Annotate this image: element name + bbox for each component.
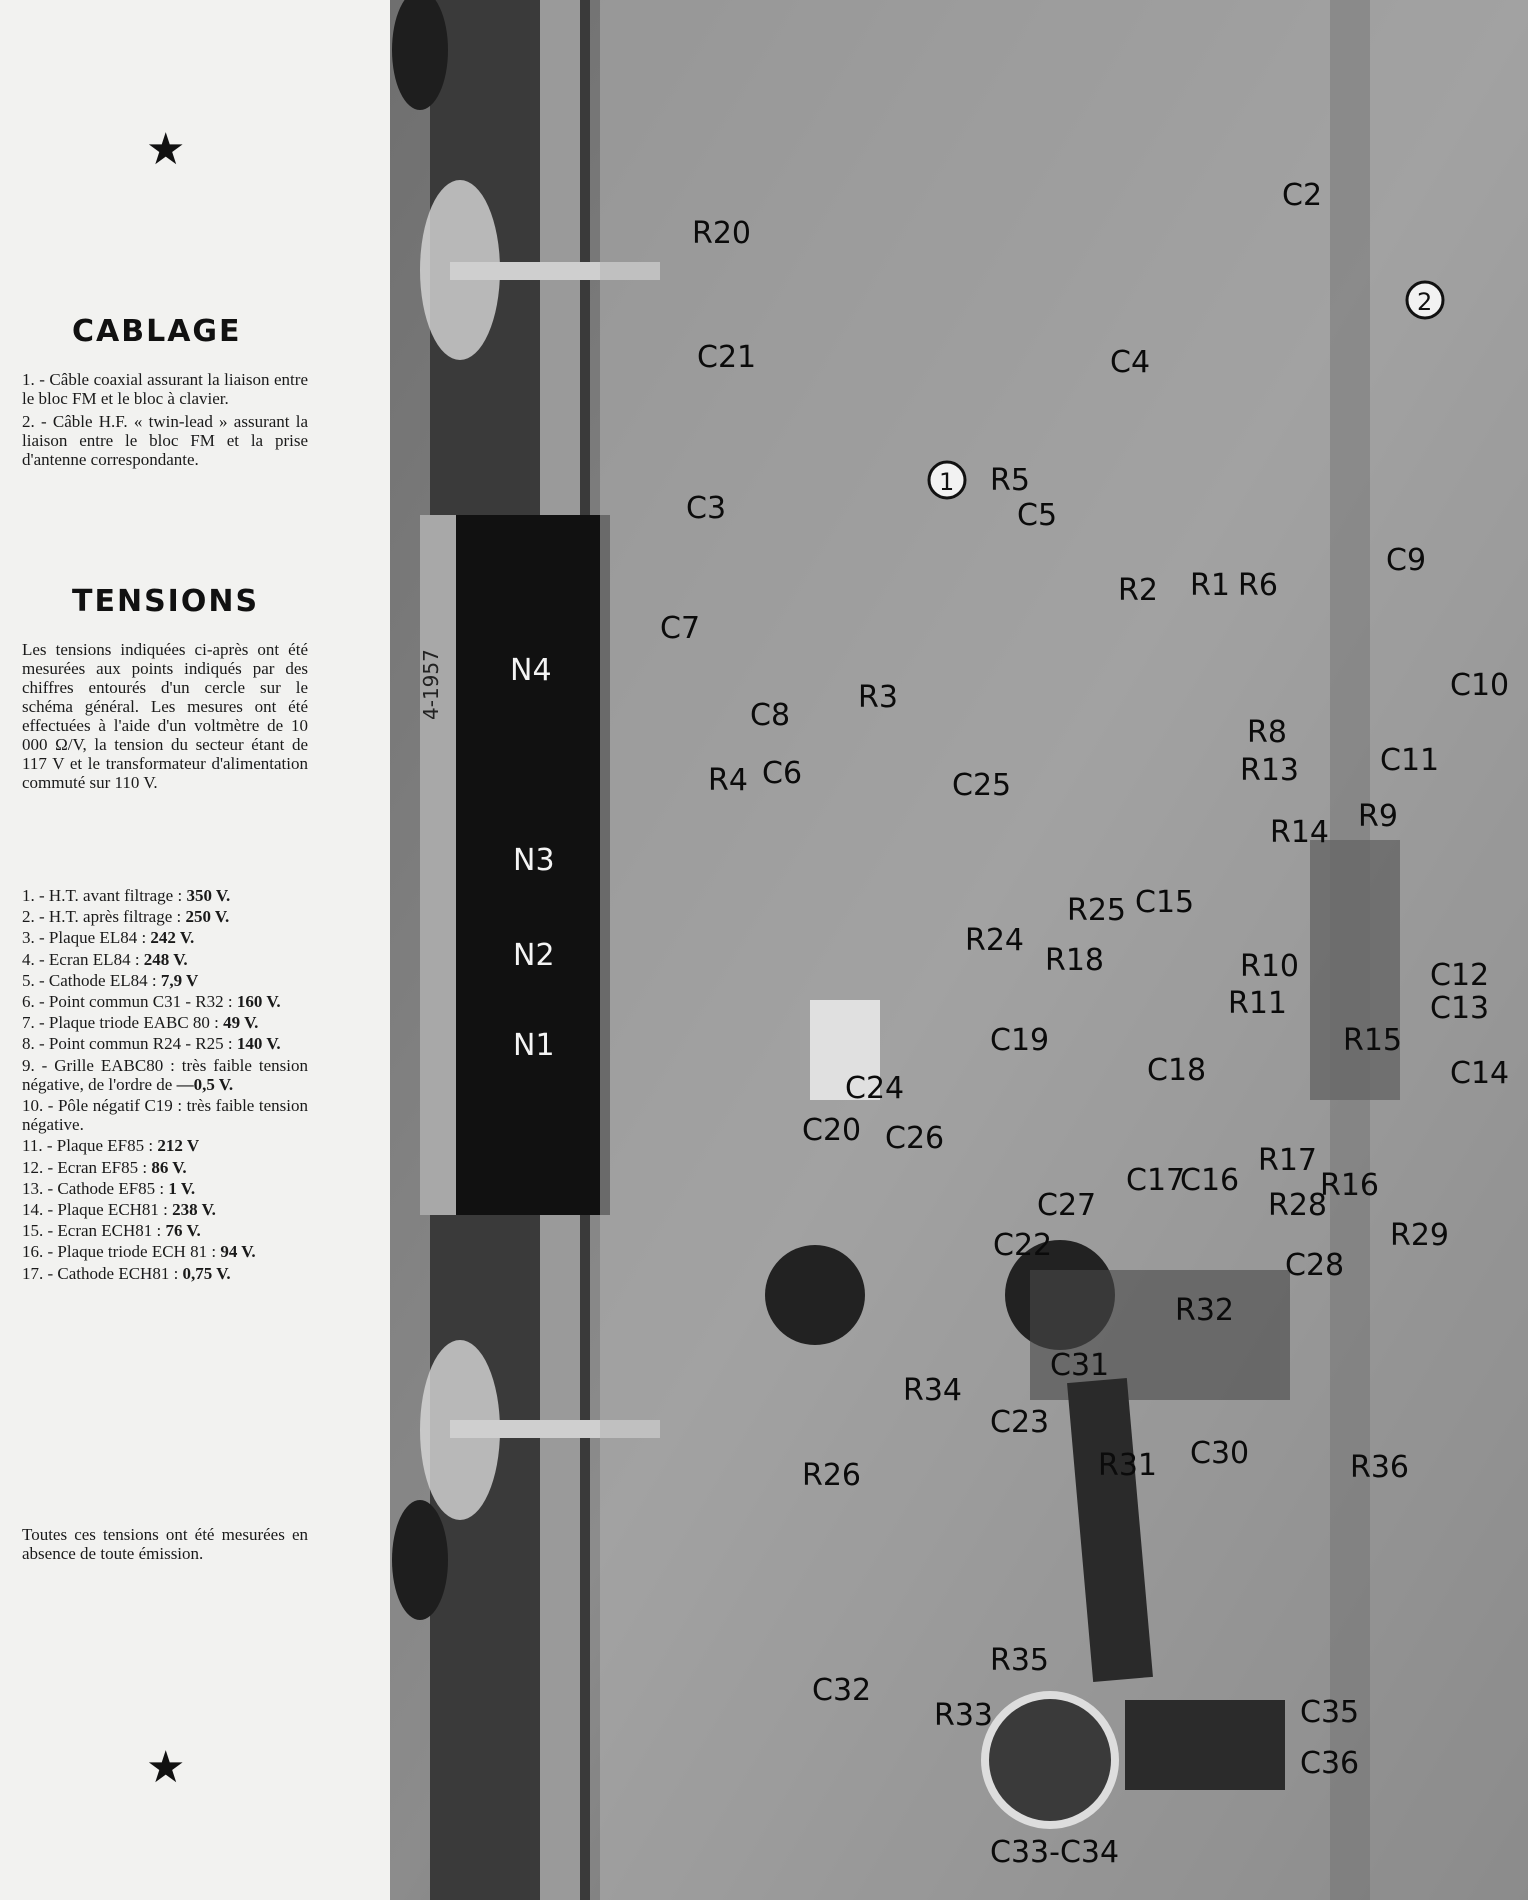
label-c35: C35: [1300, 1695, 1360, 1730]
label-n3: N3: [513, 843, 555, 878]
tension-item: 3. - Plaque EL84 : 242 V.: [22, 928, 195, 948]
tensions-heading: TENSIONS: [72, 584, 260, 619]
label-c5: C5: [1017, 498, 1058, 533]
chassis-illustration: [390, 0, 1528, 1900]
label-c6: C6: [762, 756, 803, 791]
label-r31: R31: [1098, 1448, 1158, 1483]
label-r33: R33: [934, 1698, 994, 1733]
label-c8: C8: [750, 698, 791, 733]
label-c26: C26: [885, 1121, 945, 1156]
label-c17: C17: [1126, 1163, 1186, 1198]
label-r29: R29: [1390, 1218, 1450, 1253]
label-r1: R1: [1190, 568, 1230, 603]
label-r9: R9: [1358, 799, 1398, 834]
label-c24: C24: [845, 1071, 905, 1106]
label-c4: C4: [1110, 345, 1151, 380]
label-c25: C25: [952, 768, 1012, 803]
star-ornament-bottom: ★: [146, 1742, 186, 1793]
label-c32: C32: [812, 1673, 872, 1708]
label-r4: R4: [708, 763, 748, 798]
point-2-label: 2: [1417, 288, 1433, 316]
tension-item: 16. - Plaque triode ECH 81 : 94 V.: [22, 1242, 256, 1262]
knob-dark-bottom: [392, 1500, 448, 1620]
tension-item: 9. - Grille EABC80 : très faible tension négative, de l'ordre de —0,5 V.: [22, 1055, 308, 1094]
tension-item: 5. - Cathode EL84 : 7,9 V: [22, 970, 199, 990]
label-c10: C10: [1450, 668, 1510, 703]
label-n2: N2: [513, 938, 555, 973]
tensions-list: [22, 886, 308, 1285]
tension-item: 1. - H.T. avant filtrage : 350 V.: [22, 886, 231, 905]
tension-item: 8. - Point commun R24 - R25 : 140 V.: [22, 1034, 281, 1054]
tension-item: 6. - Point commun C31 - R32 : 160 V.: [22, 992, 281, 1012]
label-c3: C3: [686, 491, 727, 526]
label-r10: R10: [1240, 949, 1300, 984]
label-n1: N1: [513, 1028, 555, 1063]
label-r11: R11: [1228, 986, 1288, 1021]
label-c20: C20: [802, 1113, 862, 1148]
label-c27: C27: [1037, 1188, 1097, 1223]
keyboard-side: [420, 515, 456, 1215]
label-c36: C36: [1300, 1746, 1360, 1781]
label-r28: R28: [1268, 1188, 1328, 1223]
label-r16: R16: [1320, 1168, 1380, 1203]
label-r25: R25: [1067, 893, 1127, 928]
label-c31: C31: [1050, 1348, 1110, 1383]
tensions-footnote: Toutes ces tensions ont été mesurées en absence de toute émission.: [22, 1525, 308, 1563]
label-c14: C14: [1450, 1056, 1510, 1091]
label-r36: R36: [1350, 1450, 1410, 1485]
cablage-item-2: 2. - Câble H.F. « twin-lead » assurant la liaison entre le bloc FM et la prise d'antenne correspondante.: [22, 412, 308, 469]
label-r17: R17: [1258, 1143, 1318, 1178]
label-r6: R6: [1238, 568, 1278, 603]
label-c21: C21: [697, 340, 757, 375]
label-c7: C7: [660, 611, 701, 646]
label-c12: C12: [1430, 958, 1490, 993]
label-c16: C16: [1180, 1163, 1240, 1198]
tension-item: 15. - Ecran ECH81 : 76 V.: [22, 1221, 201, 1241]
tensions-intro-text: Les tensions indiquées ci-après ont été mesurées aux points indiqués par des chiffres entourés d'un cercle sur le schéma général. Les mesures ont été effectuées à l'aide d'un voltmètre de 10 000 Ω/V, la tension du secteur étant de 117 V et le transformateur d'alimentation commuté sur 110 V.: [22, 640, 308, 792]
label-c11: C11: [1380, 743, 1440, 778]
label-c9: C9: [1386, 543, 1427, 578]
tension-item: 17. - Cathode ECH81 : 0,75 V.: [22, 1263, 231, 1283]
tension-item: 11. - Plaque EF85 : 212 V: [22, 1136, 200, 1156]
label-r8: R8: [1247, 715, 1287, 750]
tension-item: 7. - Plaque triode EABC 80 : 49 V.: [22, 1013, 259, 1033]
label-r35: R35: [990, 1643, 1050, 1678]
point-1-label: 1: [939, 468, 955, 496]
stamp-text: 4-1957: [419, 649, 443, 720]
label-c22: C22: [993, 1228, 1053, 1263]
label-c19: C19: [990, 1023, 1050, 1058]
label-c23: C23: [990, 1405, 1050, 1440]
tube-hole-1: [765, 1245, 865, 1345]
right-rail: [1330, 0, 1370, 1900]
label-r24: R24: [965, 923, 1025, 958]
label-r3: R3: [858, 680, 898, 715]
label-r14: R14: [1270, 815, 1330, 850]
label-r20: R20: [692, 216, 752, 251]
tension-item: 12. - Ecran EF85 : 86 V.: [22, 1157, 187, 1177]
tension-item: 2. - H.T. après filtrage : 250 V.: [22, 907, 230, 927]
label-c30: C30: [1190, 1436, 1250, 1471]
tension-item: 14. - Plaque ECH81 : 238 V.: [22, 1200, 216, 1220]
label-c33-c34: C33-C34: [990, 1835, 1120, 1870]
cablage-list: [22, 370, 308, 473]
cablage-heading: CABLAGE: [72, 314, 242, 349]
star-ornament-top: ★: [146, 124, 186, 175]
label-r13: R13: [1240, 753, 1300, 788]
capacitor-c35-c36: [1125, 1700, 1285, 1790]
tensions-intro: [22, 640, 308, 796]
label-r5: R5: [990, 463, 1030, 498]
text-column: [0, 0, 390, 1900]
chassis-photo: [390, 0, 1528, 1900]
label-n4: N4: [510, 653, 552, 688]
label-c28: C28: [1285, 1248, 1345, 1283]
label-r26: R26: [802, 1458, 862, 1493]
label-r32: R32: [1175, 1293, 1235, 1328]
label-r34: R34: [903, 1373, 963, 1408]
tension-item: 10. - Pôle négatif C19 : très faible tension négative.: [22, 1096, 308, 1135]
label-r2: R2: [1118, 573, 1158, 608]
pot-c33-c34: [985, 1695, 1115, 1825]
label-r15: R15: [1343, 1023, 1403, 1058]
cablage-item-1: 1. - Câble coaxial assurant la liaison entre le bloc FM et le bloc à clavier.: [22, 370, 308, 408]
label-c15: C15: [1135, 885, 1195, 920]
tension-item: 4. - Ecran EL84 : 248 V.: [22, 949, 188, 969]
label-c18: C18: [1147, 1053, 1207, 1088]
label-c13: C13: [1430, 991, 1490, 1026]
tension-item: 13. - Cathode EF85 : 1 V.: [22, 1178, 196, 1198]
label-c2: C2: [1282, 178, 1323, 213]
label-r18: R18: [1045, 943, 1105, 978]
